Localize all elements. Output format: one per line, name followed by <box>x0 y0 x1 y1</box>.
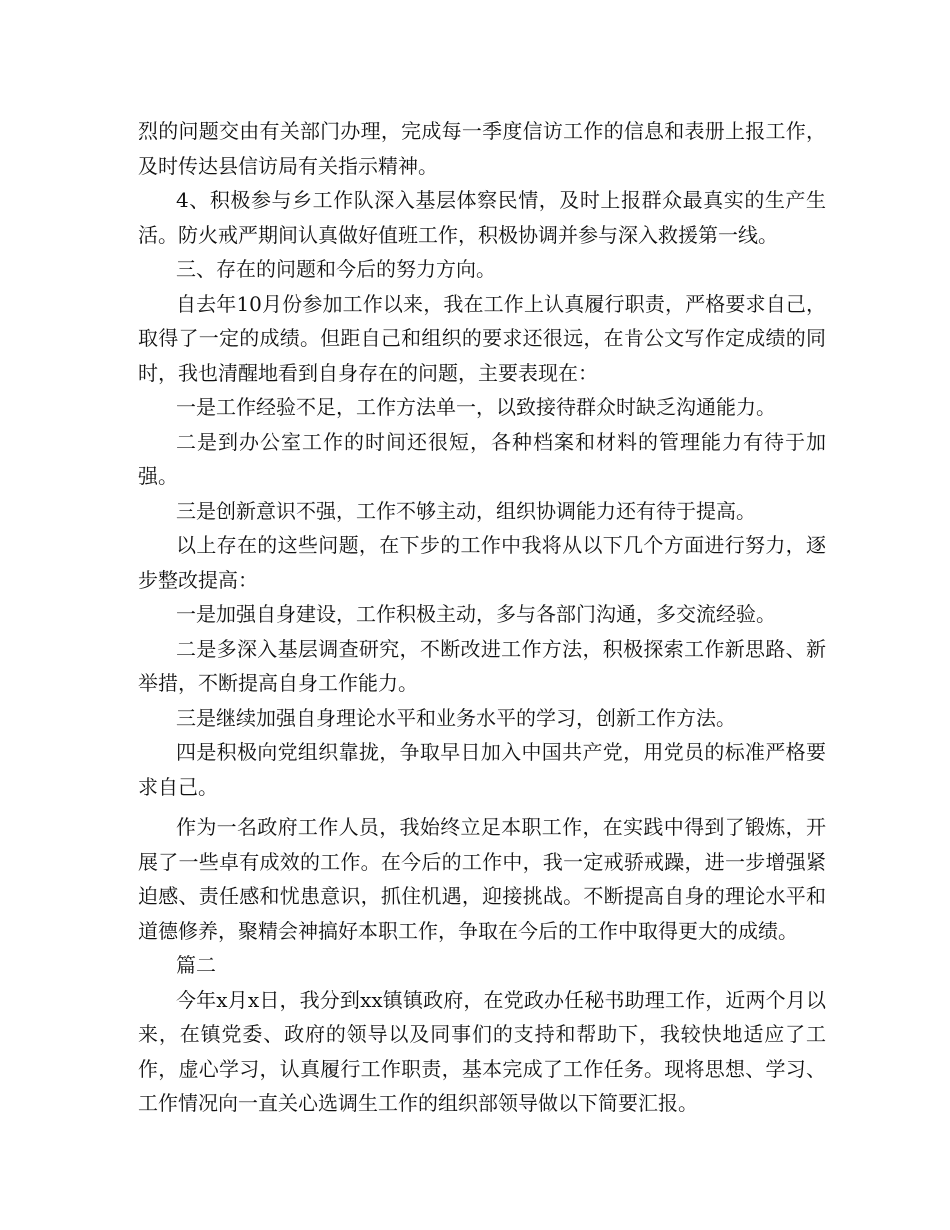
problem-item-1: 一是工作经验不足，工作方法单一，以致接待群众时缺乏沟通能力。 <box>176 395 776 419</box>
paragraph-item-4: 4、积极参与乡工作队深入基层体察民情，及时上报群众最真实的生产生活。防火戒严期间认真做好值班工作，积极协调并参与深入救援第一线。 <box>138 188 826 247</box>
document-body <box>138 114 826 1121</box>
paragraph-improvement-intro: 以上存在的这些问题，在下步的工作中我将从以下几个方面进行努力，逐步整改提高： <box>138 533 826 592</box>
improvement-item-4: 四是积极向党组织靠拢，争取早日加入中国共产党，用党员的标准严格要求自己。 <box>138 740 826 799</box>
improvement-item-1: 一是加强自身建设，工作积极主动，多与各部门沟通，多交流经验。 <box>176 602 776 626</box>
section-heading-part-two: 篇二 <box>176 953 216 977</box>
improvement-item-2: 二是多深入基层调查研究，不断改进工作方法，积极探索工作新思路、新举措，不断提高自身工作能力。 <box>138 636 826 695</box>
paragraph-self-review: 自去年10月份参加工作以来，我在工作上认真履行职责，严格要求自己，取得了一定的成绩。但距自己和组织的要求还很远，在肯公文写作定成绩的同时，我也清醒地看到自身存在的问题，主要表现在： <box>138 291 826 385</box>
problem-item-3: 三是创新意识不强，工作不够主动，组织协调能力还有待于提高。 <box>176 498 756 523</box>
improvement-item-3: 三是继续加强自身理论水平和业务水平的学习，创新工作方法。 <box>176 705 736 730</box>
paragraph-continuation: 烈的问题交由有关部门办理，完成每一季度信访工作的信息和表册上报工作，及时传达县信访局有关指示精神。 <box>138 119 826 178</box>
problem-item-2: 二是到办公室工作的时间还很短，各种档案和材料的管理能力有待于加强。 <box>138 429 826 488</box>
paragraph-conclusion: 作为一名政府工作人员，我始终立足本职工作，在实践中得到了锻炼，开展了一些卓有成效的工作。在今后的工作中，我一定戒骄戒躁，进一步增强紧迫感、责任感和忧患意识，抓住机遇，迎接挑战。不断提高自身的理论水平和道德修养，聚精会神搞好本职工作，争取在今后的工作中取得更大的成绩。 <box>138 815 826 943</box>
paragraph-part-two-intro: 今年x月x日，我分到xx镇镇政府，在党政办任秘书助理工作，近两个月以来，在镇党委、政府的领导以及同事们的支持和帮助下，我较快地适应了工作，虚心学习，认真履行工作职责，基本完成了工作任务。现将思想、学习、工作情况向一直关心选调生工作的组织部领导做以下简要汇报。 <box>138 987 826 1115</box>
section-heading-problems: 三、存在的问题和今后的努力方向。 <box>176 257 496 281</box>
